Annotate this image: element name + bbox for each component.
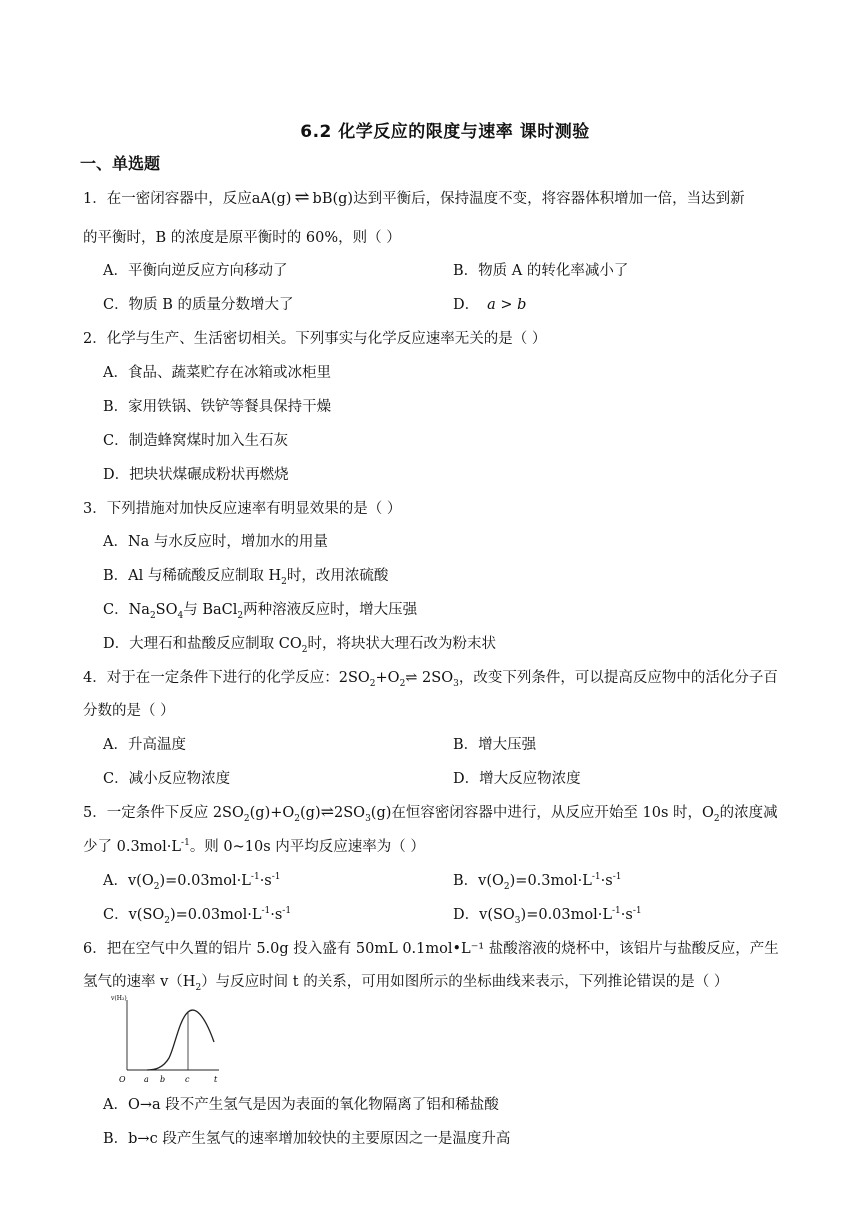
q3-option-c-text: C．Na <box>103 602 150 618</box>
q5-option-text: )=0.03mol·L <box>170 907 262 923</box>
q6-stem-text: 氢气的速率 v（H <box>83 974 196 990</box>
q6-stem-text: ）与反应时间 t 的关系，可用如图所示的坐标曲线来表示，下列推论错误的是（ ） <box>201 974 729 990</box>
q3-option-a[interactable]: A．Na 与水反应时，增加水的用量 <box>103 534 328 550</box>
graph-tick-b: b <box>160 1075 166 1084</box>
subscript: 2 <box>243 813 250 824</box>
subscript: 2 <box>503 881 510 892</box>
q6-option-a[interactable]: A．O→a 段不产生氢气是因为表面的氧化物隔离了铝和稀盐酸 <box>103 1097 499 1113</box>
q5-option-text: ·s <box>270 907 283 923</box>
q2-option-b[interactable]: B．家用铁锅、铁铲等餐具保持干燥 <box>103 399 332 415</box>
superscript: -1 <box>611 906 621 917</box>
q5-option-text: ·s <box>620 907 633 923</box>
subscript: 2 <box>713 813 720 824</box>
graph-ylabel: v(H₂) <box>111 995 127 1002</box>
q5-stem-text: 5．一定条件下反应 2SO <box>83 805 244 821</box>
q3-option-d-text: D．大理石和盐酸反应制取 CO <box>103 636 302 652</box>
superscript: -1 <box>271 872 281 883</box>
q3-stem: 3．下列措施对加快反应速率有明显效果的是（ ） <box>83 501 402 517</box>
q5-option-text: B．v(O <box>453 873 504 889</box>
q5-stem-text: 。则 0~10s 内平均反应速率为（ ） <box>189 839 425 855</box>
q5-option-text: )=0.03mol·L <box>520 907 612 923</box>
subscript: 2 <box>164 915 170 926</box>
q5-option-c[interactable] <box>103 903 291 926</box>
q4-option-d[interactable]: D．增大反应物浓度 <box>453 771 581 787</box>
subscript: 2 <box>399 678 406 689</box>
q5-option-d[interactable] <box>453 903 642 926</box>
q4-option-c[interactable]: C．减小反应物浓度 <box>103 771 231 787</box>
q1-stem-part: 1．在一密闭容器中，反应aA <box>83 191 271 207</box>
subscript: 3 <box>365 813 371 824</box>
graph-tick-t: t <box>214 1075 218 1084</box>
q4-stem-text: ，改变下列条件，可以提高反应物中的活化分子百 <box>458 670 778 686</box>
superscript: -1 <box>181 838 190 849</box>
q3-option-c[interactable] <box>103 598 417 621</box>
q5-stem <box>83 801 778 824</box>
q2-option-d[interactable]: D．把块状煤碾成粉状再燃烧 <box>103 467 289 483</box>
q5-option-a[interactable] <box>103 869 281 892</box>
q4-stem <box>83 666 778 689</box>
q4-stem-text: 4．对于在一定条件下进行的化学反应：2SO <box>83 670 370 686</box>
q1-option-a[interactable]: A．平衡向逆反应方向移动了 <box>103 263 288 279</box>
q5-stem-text: (g)+O <box>249 805 295 821</box>
q2-option-c[interactable]: C．制造蜂窝煤时加入生石灰 <box>103 433 289 449</box>
subscript: 4 <box>177 610 184 621</box>
rate-time-graph <box>111 992 223 1084</box>
q5-option-text: )=0.03mol·L <box>159 873 251 889</box>
q1-option-b[interactable]: B．物质 A 的转化率减小了 <box>453 263 629 279</box>
section-heading: 一、单选题 <box>80 154 161 173</box>
equilibrium-arrow: ⇌ <box>405 670 418 686</box>
q5-option-text: C．v(SO <box>103 907 165 923</box>
q1-stem-part: 达到平衡后，保持温度不变，将容器体积增加一倍，当达到新 <box>353 191 745 207</box>
q6-option-b[interactable]: B．b→c 段产生氢气的速率增加较快的主要原因之一是温度升高 <box>103 1131 511 1147</box>
subscript: 3 <box>453 678 459 689</box>
q6-stem-line2 <box>83 970 728 993</box>
q1-option-d[interactable] <box>453 293 526 314</box>
q5-stem-text: 的浓度减 <box>719 805 778 821</box>
q3-option-c-text: SO <box>155 602 178 618</box>
q1-stem <box>83 187 745 208</box>
q3-option-d[interactable] <box>103 632 496 655</box>
q4-stem-line2: 分数的是（ ） <box>83 703 175 719</box>
subscript: 2 <box>153 881 160 892</box>
q1-phase-a: (g) <box>270 191 292 207</box>
graph-origin: O <box>119 1075 126 1084</box>
q5-stem-text: 少了 0.3mol·L <box>83 839 182 855</box>
q5-option-b[interactable] <box>453 869 622 892</box>
q4-stem-text: 2SO <box>417 670 454 686</box>
subscript: 3 <box>514 915 521 926</box>
q5-stem-text: 2SO <box>334 805 366 821</box>
q5-stem-line2 <box>83 835 425 856</box>
page-title: 6.2 化学反应的限度与速率 课时测验 <box>300 122 590 142</box>
q1-option-d-label: D． <box>453 297 480 313</box>
graph-tick-c: c <box>185 1075 190 1084</box>
q2-stem: 2．化学与生产、生活密切相关。下列事实与化学反应速率无关的是（ ） <box>83 331 547 347</box>
q2-option-a[interactable]: A．食品、蔬菜贮存在冰箱或冰柜里 <box>103 365 331 381</box>
subscript: 2 <box>301 644 308 655</box>
subscript: 2 <box>294 813 300 824</box>
q3-option-b[interactable] <box>103 564 388 587</box>
q1-phase-b: (g) <box>332 191 354 207</box>
q3-option-b-text: 时，改用浓硫酸 <box>286 568 389 584</box>
q3-option-b-text: B．Al 与稀硫酸反应制取 H <box>103 568 282 584</box>
q5-option-text: )=0.3mol·L <box>509 873 592 889</box>
superscript: -1 <box>250 872 260 883</box>
q3-option-c-text: 两种溶液反应时，增大压强 <box>243 602 418 618</box>
superscript: -1 <box>282 906 292 917</box>
superscript: -1 <box>632 906 642 917</box>
subscript: 2 <box>281 576 287 587</box>
q4-option-b[interactable]: B．增大压强 <box>453 737 537 753</box>
rate-curve <box>147 1010 214 1070</box>
q5-option-text: A．v(O <box>103 873 154 889</box>
graph-tick-a: a <box>144 1075 149 1084</box>
q1-stem-line2: 的平衡时，B 的浓度是原平衡时的 60%，则（ ） <box>83 230 401 246</box>
q3-option-d-text: 时，将块状大理石改为粉末状 <box>307 636 496 652</box>
q3-option-c-text: 与 BaCl <box>183 602 238 618</box>
subscript: 2 <box>237 610 244 621</box>
q5-stem-text: (g)在恒容密闭容器中进行，从反应开始至 10s 时，O <box>370 805 714 821</box>
superscript: -1 <box>261 906 271 917</box>
q6-stem: 6．把在空气中久置的铝片 5.0g 投入盛有 50mL 0.1mol•L⁻¹ 盐酸溶液的烧杯中，该铝片与盐酸反应，产生 <box>83 941 779 957</box>
q1-equilibrium-arrow: ⇌ <box>294 187 310 208</box>
equilibrium-arrow: ⇌ <box>320 802 335 821</box>
superscript: -1 <box>591 872 601 883</box>
subscript: 2 <box>195 982 202 993</box>
q4-stem-text: +O <box>375 670 400 686</box>
q5-stem-text: (g) <box>300 805 321 821</box>
q5-option-text: ·s <box>600 873 613 889</box>
superscript: -1 <box>612 872 622 883</box>
q5-option-text: ·s <box>259 873 272 889</box>
q1-option-d-expr: a > b <box>487 297 527 313</box>
q5-option-text: D．v(SO <box>453 907 515 923</box>
subscript: 2 <box>149 610 156 621</box>
subscript: 2 <box>369 678 376 689</box>
q1-stem-part: bB <box>312 191 333 207</box>
q4-option-a[interactable]: A．升高温度 <box>103 737 186 753</box>
q1-option-c[interactable]: C．物质 B 的质量分数增大了 <box>103 297 294 313</box>
